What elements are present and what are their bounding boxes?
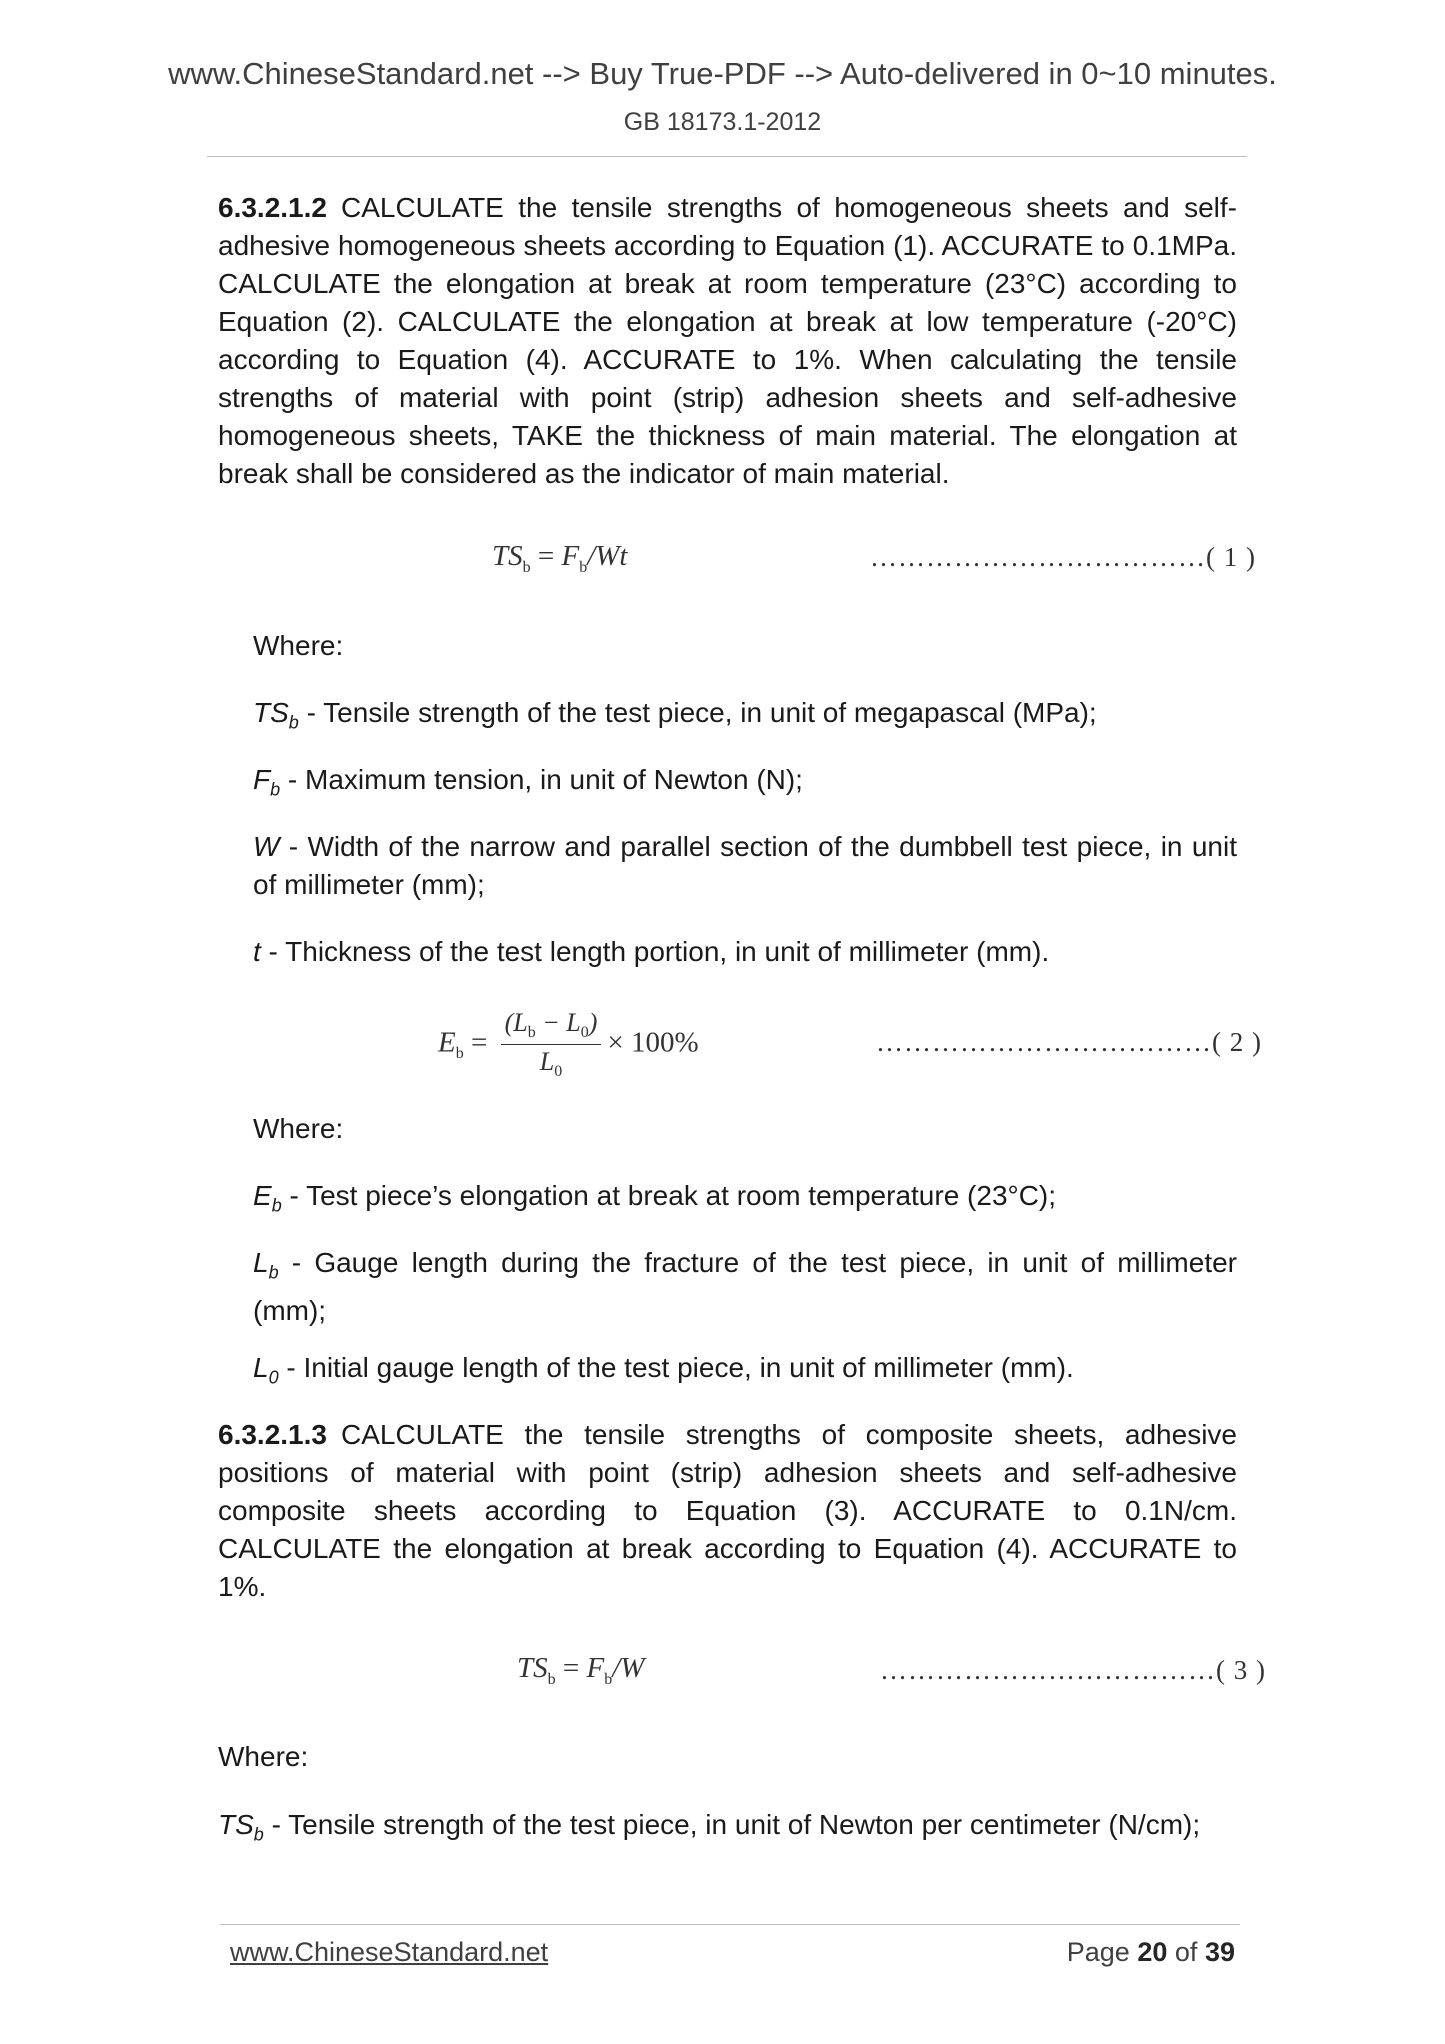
definition-eb: $E_b$ - Test piece’s elongation at break at room temperature (23°C); [253,1180,1057,1216]
clause-number: 6.3.2.1.2 [218,192,327,223]
definition-l0: $L_0$ - Initial gauge length of the test piece, in unit of millimeter (mm). [253,1352,1074,1388]
where-label-1: Where: [253,630,344,661]
header-divider [207,156,1247,157]
document-id: GB 18173.1-2012 [623,108,822,136]
where-label-2: Where: [253,1113,344,1144]
equation-2: $E_b$ = $\frac{(L_b - L_0)}{L_0}$ × 100% [438,1008,699,1081]
equation-3: $TS_b = F_b/W$ [517,1652,645,1688]
footer-site-link[interactable]: www.ChineseStandard.net [230,1937,549,1967]
clause-number: 6.3.2.1.3 [218,1419,327,1450]
definition-lb: $L_b$ - Gauge length during the fracture of the test piece, in unit of millimeter (mm); [253,1247,1237,1326]
definition-t: t - Thickness of the test length portion, in unit of millimeter (mm). [253,936,1050,967]
definition-w: W - Width of the narrow and parallel section of the dumbbell test piece, in unit of millimeter (mm); [253,831,1237,900]
where-label-3: Where: [218,1741,309,1772]
definition-tsb: $TS_b$ - Tensile strength of the test piece, in unit of megapascal (MPa); [253,697,1097,733]
definition-tsb-ncm: $TS_b$ - Tensile strength of the test piece, in unit of Newton per centimeter (N/cm); [218,1809,1201,1845]
definition-fb: $F_b$ - Maximum tension, in unit of Newton (N); [253,764,803,800]
header-banner: www.ChineseStandard.net --> Buy True-PDF --> Auto-delivered in 0~10 minutes. [168,56,1277,91]
clause-text: CALCULATE the tensile strengths of composite sheets, adhesive positions of material with point (strip) adhesion sheets and self-adhesive composite sheets according to Equation (3). ACCURATE to 0.1N/cm. CALCULATE the elongation at break according to Equation (4). ACCURATE to 1%. [218,1419,1237,1602]
clause-6-3-2-1-3 [218,1416,1237,1606]
equation-2-label: ………………………………( 2 ) [876,1027,1262,1057]
equation-1: $TS_b = F_b/Wt$ [492,540,628,576]
equation-1-label: ………………………………( 1 ) [870,542,1256,572]
footer-divider [220,1924,1240,1925]
clause-text: CALCULATE the tensile strengths of homogeneous sheets and self-adhesive homogeneous sheets according to Equation (1). ACCURATE to 0.1MPa. CALCULATE the elongation at break at room temperature (23°C) according to Equation (2). CALCULATE the elongation at break at low temperature (-20°C) according to Equation (4). ACCURATE to 1%. When calculating the tensile strengths of material with point (strip) adhesion sheets and self-adhesive homogeneous sheets, TAKE the thickness of main material. The elongation at break shall be considered as the indicator of main material. [218,192,1237,489]
page-indicator: Page 20 of 39 [1066,1937,1235,1967]
clause-6-3-2-1-2 [218,189,1237,493]
equation-3-label: ………………………………( 3 ) [880,1655,1266,1685]
